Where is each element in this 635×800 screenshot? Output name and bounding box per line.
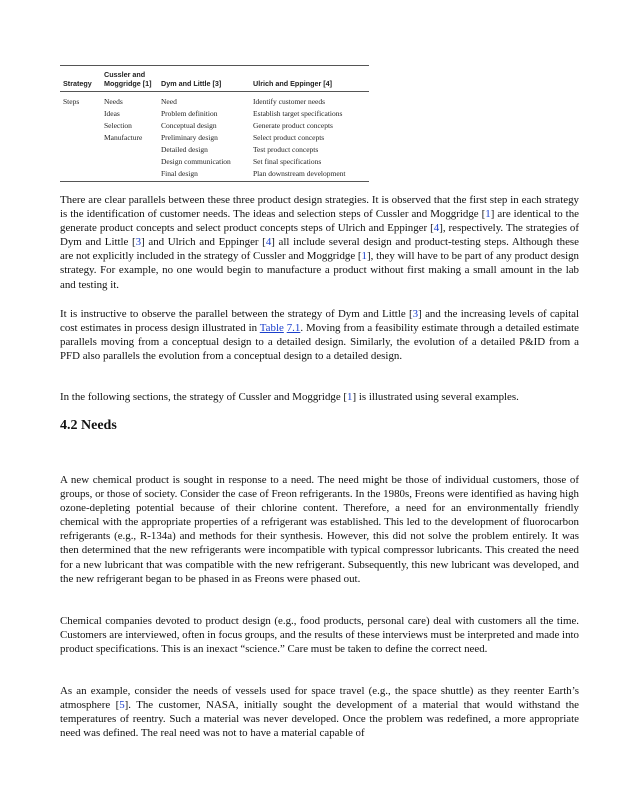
citation-link[interactable]: 1	[347, 391, 353, 403]
header-dym: Dym and Little [3]	[161, 79, 222, 88]
header-cussler	[104, 70, 152, 88]
table-cell: Manufacture	[104, 133, 143, 142]
table-cell: Need	[161, 97, 177, 106]
paragraph-capital-cost: It is instructive to observe the parallel between the strategy of Dym and Little [3] and the increasing levels of capital cost estimates in process design illustrated in Table 7.1. Moving from a feasibility estimate through a detailed estimate parallels moving from a conceptual design to a detailed design. Similarly, the evolution of a detailed P&ID from a PFD also parallels the evolution from a conceptual design to a detailed design.	[60, 308, 579, 363]
citation-link[interactable]: 4	[265, 236, 272, 249]
table-cell: Establish target specifications	[253, 109, 343, 118]
column-cussler	[104, 96, 142, 144]
table-cell: Selection	[104, 121, 132, 130]
table-cell: Generate product concepts	[253, 121, 333, 130]
table-link[interactable]: Table	[259, 322, 284, 335]
table-cell: Ideas	[104, 109, 120, 118]
table-cell: Problem definition	[161, 109, 218, 118]
section-heading: 4.2 Needs	[60, 418, 117, 433]
column-strategy	[63, 96, 79, 108]
table-cell: Steps	[63, 97, 80, 106]
column-ulrich	[253, 96, 345, 180]
table-cell: Detailed design	[161, 145, 208, 154]
citation-link[interactable]: 1	[485, 208, 491, 221]
table-top-rule	[60, 65, 369, 66]
header-strategy: Strategy	[63, 79, 92, 88]
header-cussler-line1: Cussler and	[104, 70, 146, 79]
header-cussler-line2: Moggridge [1]	[104, 79, 152, 88]
paragraph-strategy-parallels: There are clear parallels between these three product design strategies. It is observed that the first step in each strategy is the identification of customer needs. The ideas and selection steps of Cussler and Moggridge [1] are identical to the generate product concepts and select product concepts steps of Ulrich and Eppinger [4], respectively. The strategies of Dym and Little [3] and Ulrich and Eppinger [4] all include several design and product-testing steps. Although these are not explicitly included in the strategy of Cussler and Moggridge [1], they will have to be part of any product design strategy. For example, no one would begin to manufacture a product without first making a small amount in the lab and testing it.	[60, 194, 580, 291]
table-number-link[interactable]: 7.1	[286, 322, 301, 335]
paragraph-needs-intro: A new chemical product is sought in response to a need. The need might be those of individual customers, those of groups, or those of society. Consider the case of Freon refrigerants. In the 1980s, Freons were identified as having high ozone-depleting potential because of their chlorine content. Therefore, a need for an environmentally friendly chemical with the appropriate properties of a refrigerant was established. This led to the development of fluorocarbon refrigerants (e.g., R-134a) and methods for their synthesis. However, this did not solve the problem entirely. It was then determined that the new refrigerants were incompatible with typical compressor lubricants. This created the need for a new lubricant that was compatible with the new refrigerant. Subsequently, this new lubricant was developed, and the new refrigerant began to be phased in as Freons were phased out.	[60, 474, 579, 585]
table-cell: Needs	[104, 97, 123, 106]
table-cell: Identify customer needs	[253, 97, 326, 106]
citation-link[interactable]: 3	[412, 308, 419, 320]
table-cell: Preliminary design	[161, 133, 218, 142]
citation-link[interactable]: 3	[135, 236, 142, 249]
design-strategy-table	[60, 65, 369, 182]
table-cell: Select product concepts	[253, 133, 325, 142]
paragraph-space-example: As an example, consider the needs of vessels used for space travel (e.g., the space shuttle) as they reenter Earth’s atmosphere [5]. The customer, NASA, initially sought the development of a material that would withstand the temperatures of reentry. Such a material was never developed. Once the problem was redefined, a more appropriate need was defined. The real need was not to have a material capable of	[60, 685, 579, 740]
table-cell: Design communication	[161, 157, 231, 166]
table-cell: Test product concepts	[253, 145, 319, 154]
citation-link[interactable]: 5	[119, 699, 125, 712]
header-ulrich: Ulrich and Eppinger [4]	[253, 79, 333, 88]
paragraph-customers: Chemical companies devoted to product design (e.g., food products, personal care) deal with customers all the time. Customers are interviewed, often in focus groups, and the results of these interviews must be interpreted and made into product specifications. This is an inexact “science.” Care must be taken to define the correct need.	[60, 615, 579, 656]
citation-link[interactable]: 4	[433, 222, 440, 235]
column-dym	[161, 96, 231, 180]
table-cell: Plan downstream development	[253, 169, 346, 178]
table-cell: Final design	[161, 169, 198, 178]
table-bottom-rule	[60, 181, 369, 182]
table-header-rule	[60, 91, 369, 92]
table-cell: Set final specifications	[253, 157, 322, 166]
paragraph-following-sections: In the following sections, the strategy of Cussler and Moggridge [1] is illustrated using several examples.	[60, 391, 519, 403]
table-cell: Conceptual design	[161, 121, 217, 130]
citation-link[interactable]: 1	[361, 250, 367, 263]
